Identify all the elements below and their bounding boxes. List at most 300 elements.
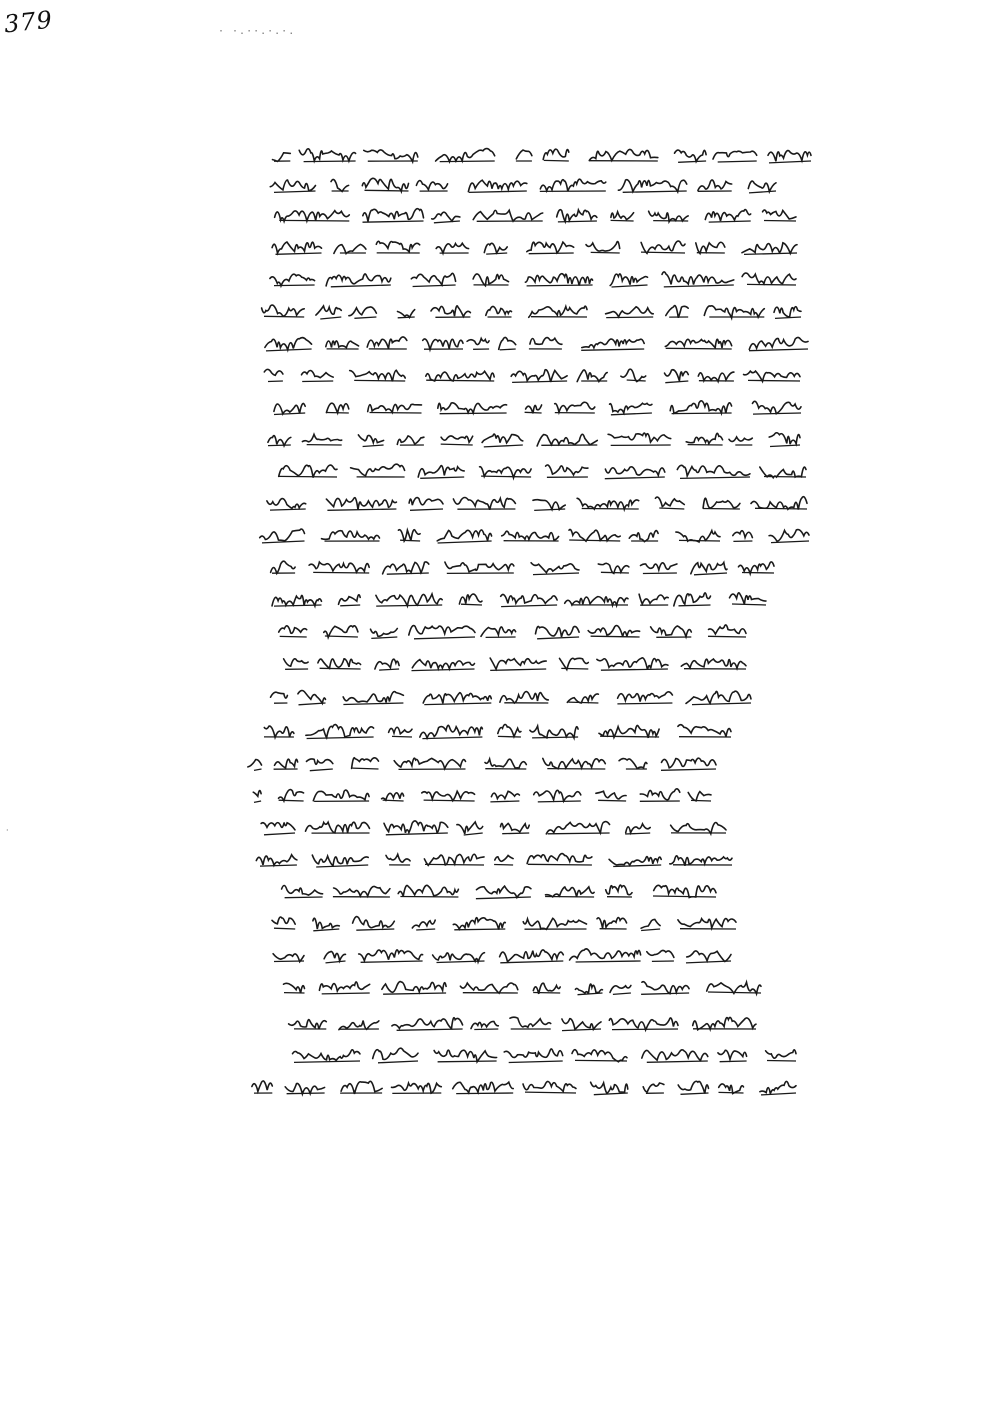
- handwritten-baseline: [270, 509, 306, 510]
- handwritten-word: [533, 500, 565, 510]
- handwritten-word: [687, 951, 731, 962]
- handwritten-baseline: [424, 800, 475, 801]
- handwritten-baseline: [464, 833, 483, 835]
- handwritten-baseline: [383, 800, 404, 801]
- handwritten-word: [569, 529, 620, 541]
- handwritten-word: [373, 1048, 418, 1059]
- handwritten-baseline: [612, 285, 648, 287]
- handwritten-word: [733, 531, 753, 538]
- handwritten-word: [693, 1017, 756, 1029]
- handwritten-word: [686, 433, 722, 443]
- handwritten-baseline: [753, 413, 801, 414]
- handwritten-word: [416, 181, 447, 190]
- handwritten-baseline: [363, 445, 384, 447]
- handwritten-word: [423, 693, 491, 704]
- handwritten-baseline: [354, 317, 376, 318]
- handwritten-baseline: [441, 444, 473, 445]
- handwritten-word: [272, 242, 321, 253]
- handwritten-word: [769, 530, 809, 542]
- handwritten-baseline: [581, 349, 644, 350]
- handwritten-word: [709, 625, 747, 634]
- handwritten-word: [484, 243, 507, 253]
- handwritten-baseline: [764, 221, 796, 222]
- handwritten-word: [586, 242, 620, 252]
- handwritten-baseline: [440, 413, 507, 414]
- handwritten-word: [306, 725, 374, 738]
- handwritten-word: [307, 759, 333, 764]
- handwritten-word: [742, 273, 796, 284]
- handwritten-word: [606, 885, 632, 895]
- handwritten-baseline: [641, 252, 685, 253]
- handwritten-word: [302, 371, 334, 378]
- handwritten-word: [270, 180, 315, 191]
- handwritten-word: [313, 918, 339, 929]
- manuscript-line: [258, 814, 728, 838]
- handwritten-word: [457, 822, 483, 834]
- handwritten-word: [491, 791, 519, 798]
- handwritten-word: [529, 306, 587, 317]
- handwritten-baseline: [412, 669, 475, 671]
- handwritten-baseline: [370, 413, 422, 414]
- handwritten-word: [339, 1021, 379, 1030]
- manuscript-line: [268, 942, 733, 966]
- handwritten-word: [331, 179, 349, 191]
- handwritten-baseline: [718, 161, 757, 162]
- handwritten-baseline: [672, 413, 732, 414]
- handwritten-baseline: [307, 737, 374, 739]
- handwritten-word: [432, 212, 460, 221]
- handwritten-baseline: [643, 573, 677, 574]
- handwritten-word: [530, 338, 562, 345]
- handwritten-word: [530, 726, 578, 738]
- handwritten-word: [642, 982, 689, 994]
- handwritten-baseline: [313, 929, 339, 931]
- handwritten-word: [424, 854, 484, 865]
- handwritten-word: [260, 529, 305, 541]
- handwritten-word: [261, 823, 295, 830]
- handwritten-word: [299, 149, 355, 161]
- handwritten-baseline: [285, 897, 323, 898]
- handwritten-baseline: [397, 1029, 463, 1030]
- handwritten-baseline: [525, 1092, 576, 1093]
- handwritten-baseline: [617, 703, 672, 704]
- handwritten-word: [272, 917, 295, 924]
- handwritten-baseline: [276, 253, 322, 254]
- handwritten-word: [575, 984, 602, 994]
- handwritten-word: [423, 339, 463, 350]
- handwritten-baseline: [461, 604, 482, 605]
- handwritten-word: [678, 1081, 708, 1093]
- handwritten-word: [666, 306, 688, 318]
- handwritten-word: [420, 725, 483, 738]
- handwritten-baseline: [340, 605, 360, 606]
- handwritten-word: [285, 1083, 324, 1094]
- handwritten-word: [665, 339, 731, 348]
- handwritten-baseline: [320, 668, 361, 669]
- handwritten-baseline: [481, 476, 531, 477]
- handwritten-word: [459, 594, 482, 604]
- manuscript-line: [268, 394, 803, 418]
- manuscript-line: [248, 782, 713, 806]
- handwritten-word: [640, 789, 680, 800]
- handwritten-baseline: [627, 380, 646, 381]
- handwritten-baseline: [719, 1092, 744, 1093]
- manuscript-line: [288, 1042, 798, 1066]
- handwritten-baseline: [316, 865, 368, 867]
- handwritten-baseline: [425, 864, 484, 865]
- handwritten-word: [471, 1021, 498, 1028]
- handwritten-word: [453, 498, 515, 510]
- manuscript-line: [260, 330, 810, 354]
- handwritten-word: [570, 949, 641, 960]
- manuscript-line: [268, 878, 718, 902]
- handwritten-word: [610, 986, 631, 993]
- handwritten-word: [453, 1082, 514, 1093]
- handwritten-word: [610, 274, 647, 286]
- handwritten-baseline: [379, 669, 399, 670]
- manuscript-line: [268, 586, 768, 610]
- handwritten-word: [597, 658, 668, 670]
- manuscript-line: [268, 458, 808, 482]
- handwritten-word: [643, 1083, 664, 1092]
- manuscript-line: [262, 426, 802, 450]
- handwritten-word: [293, 1050, 361, 1061]
- handwritten-word: [298, 690, 326, 703]
- handwritten-baseline: [594, 1093, 628, 1095]
- handwritten-word: [527, 242, 574, 253]
- handwritten-baseline: [437, 961, 485, 963]
- handwritten-baseline: [679, 605, 711, 606]
- handwritten-word: [490, 658, 546, 669]
- handwritten-word: [525, 274, 592, 286]
- handwritten-word: [678, 725, 731, 737]
- handwritten-word: [326, 403, 348, 413]
- handwritten-word: [639, 594, 668, 604]
- handwritten-word: [274, 403, 305, 413]
- handwritten-word: [523, 1081, 576, 1091]
- handwritten-baseline: [509, 1061, 563, 1063]
- handwritten-baseline: [653, 896, 716, 897]
- handwritten-word: [334, 244, 366, 253]
- handwritten-baseline: [424, 703, 491, 705]
- handwritten-baseline: [378, 1061, 418, 1063]
- handwritten-baseline: [529, 253, 574, 254]
- handwritten-word: [284, 659, 309, 666]
- handwritten-baseline: [353, 768, 379, 769]
- handwritten-baseline: [320, 317, 341, 319]
- handwritten-word: [358, 435, 383, 443]
- handwritten-word: [537, 434, 597, 446]
- handwritten-baseline: [456, 1093, 513, 1094]
- handwritten-word: [431, 306, 470, 317]
- handwritten-baseline: [534, 509, 565, 510]
- handwritten-baseline: [331, 285, 391, 287]
- handwritten-word: [334, 886, 390, 896]
- handwritten-word: [698, 180, 732, 190]
- handwritten-word: [275, 759, 298, 768]
- handwritten-word: [397, 436, 424, 445]
- handwritten-word: [641, 919, 660, 928]
- handwritten-baseline: [392, 736, 412, 737]
- handwritten-word: [606, 307, 654, 317]
- handwritten-text-block: [228, 128, 828, 1208]
- handwritten-baseline: [264, 833, 295, 835]
- handwritten-baseline: [361, 961, 423, 962]
- handwritten-word: [265, 338, 312, 350]
- handwritten-word: [386, 854, 410, 862]
- handwritten-word: [543, 149, 569, 159]
- handwritten-word: [610, 403, 652, 413]
- handwritten-word: [705, 210, 750, 221]
- handwritten-word: [766, 1050, 796, 1058]
- handwritten-word: [313, 790, 369, 801]
- handwritten-word: [527, 854, 592, 864]
- handwritten-word: [267, 499, 306, 509]
- handwritten-baseline: [414, 637, 475, 639]
- header-mark: · ·.··.·.·.: [218, 26, 296, 37]
- handwritten-baseline: [601, 572, 629, 573]
- handwritten-word: [577, 498, 639, 509]
- handwritten-baseline: [764, 477, 806, 478]
- handwritten-baseline: [266, 349, 312, 351]
- handwritten-baseline: [371, 637, 397, 638]
- handwritten-baseline: [708, 992, 761, 993]
- handwritten-baseline: [434, 221, 460, 223]
- handwritten-baseline: [376, 605, 442, 606]
- handwritten-word: [273, 153, 291, 162]
- handwritten-baseline: [591, 252, 620, 253]
- handwritten-word: [589, 149, 658, 160]
- handwritten-baseline: [611, 220, 634, 221]
- handwritten-word: [619, 759, 647, 769]
- handwritten-word: [309, 562, 369, 572]
- handwritten-word: [749, 337, 808, 349]
- handwritten-baseline: [767, 1061, 796, 1062]
- handwritten-baseline: [533, 993, 560, 994]
- handwritten-baseline: [498, 736, 521, 737]
- handwritten-word: [591, 1082, 628, 1093]
- handwritten-baseline: [299, 703, 326, 705]
- handwritten-baseline: [264, 316, 304, 317]
- handwritten-word: [271, 561, 296, 573]
- handwritten-baseline: [398, 317, 415, 318]
- handwritten-baseline: [274, 961, 304, 962]
- handwritten-baseline: [575, 1060, 627, 1061]
- handwritten-word: [398, 310, 415, 318]
- handwritten-baseline: [310, 769, 333, 771]
- handwritten-baseline: [665, 381, 688, 383]
- handwritten-word: [289, 1020, 327, 1030]
- handwritten-baseline: [548, 833, 610, 834]
- handwritten-word: [499, 337, 516, 349]
- handwritten-word: [546, 887, 595, 897]
- handwritten-baseline: [582, 509, 639, 510]
- handwritten-baseline: [692, 703, 751, 705]
- handwritten-baseline: [749, 349, 808, 351]
- handwritten-baseline: [600, 736, 659, 737]
- handwritten-word: [398, 885, 458, 896]
- handwritten-word: [394, 758, 465, 768]
- manuscript-line: [268, 142, 813, 166]
- handwritten-word: [588, 626, 639, 637]
- handwritten-word: [481, 627, 516, 636]
- manuscript-line: [268, 202, 798, 226]
- manuscript-line: [258, 298, 803, 322]
- handwritten-baseline: [279, 800, 304, 801]
- handwritten-baseline: [544, 160, 569, 161]
- handwritten-baseline: [601, 669, 668, 670]
- handwritten-baseline: [720, 1061, 747, 1062]
- handwritten-word: [398, 530, 420, 541]
- handwritten-baseline: [569, 540, 620, 541]
- handwritten-word: [441, 436, 473, 442]
- handwritten-word: [768, 151, 811, 162]
- handwritten-word: [316, 306, 341, 315]
- handwritten-word: [437, 530, 491, 541]
- handwritten-baseline: [775, 317, 801, 318]
- handwritten-word: [543, 758, 606, 768]
- handwritten-word: [302, 434, 341, 441]
- handwritten-baseline: [254, 769, 262, 770]
- handwritten-baseline: [641, 929, 660, 931]
- handwritten-baseline: [474, 1029, 498, 1030]
- handwritten-word: [523, 918, 586, 929]
- handwritten-word: [467, 339, 489, 345]
- handwritten-word: [453, 918, 505, 930]
- handwritten-word: [384, 821, 448, 833]
- handwritten-baseline: [280, 636, 307, 637]
- handwritten-word: [376, 594, 442, 606]
- handwritten-word: [618, 180, 686, 192]
- handwritten-baseline: [294, 1061, 360, 1062]
- handwritten-baseline: [413, 285, 456, 287]
- handwritten-word: [655, 497, 684, 506]
- manuscript-line: [254, 846, 734, 870]
- handwritten-word: [626, 824, 651, 833]
- handwritten-baseline: [679, 540, 720, 541]
- manuscript-line: [248, 1074, 798, 1098]
- handwritten-word: [312, 855, 368, 866]
- handwritten-word: [500, 692, 548, 704]
- handwritten-word: [753, 401, 802, 413]
- handwritten-baseline: [354, 380, 405, 381]
- handwritten-baseline: [749, 191, 776, 193]
- handwritten-baseline: [326, 961, 346, 963]
- handwritten-baseline: [537, 637, 579, 639]
- handwritten-word: [326, 341, 359, 348]
- handwritten-baseline: [501, 605, 557, 607]
- handwritten-word: [252, 1081, 272, 1091]
- handwritten-baseline: [420, 477, 464, 478]
- handwritten-word: [422, 791, 475, 801]
- manuscript-line: [268, 684, 753, 708]
- handwritten-baseline: [327, 413, 349, 414]
- handwritten-baseline: [678, 161, 706, 162]
- handwritten-word: [363, 209, 424, 222]
- handwritten-baseline: [647, 1061, 708, 1062]
- handwritten-word: [730, 593, 767, 605]
- handwritten-word: [678, 919, 736, 928]
- handwritten-baseline: [363, 221, 424, 222]
- handwritten-word: [696, 242, 725, 253]
- handwritten-baseline: [666, 348, 732, 349]
- handwritten-word: [536, 626, 580, 636]
- handwritten-word: [362, 178, 408, 191]
- manuscript-line: [288, 1010, 758, 1034]
- handwritten-baseline: [438, 541, 492, 543]
- handwritten-baseline: [287, 1093, 325, 1094]
- handwritten-word: [501, 823, 530, 832]
- handwritten-baseline: [742, 573, 774, 574]
- handwritten-baseline: [302, 381, 333, 382]
- handwritten-word: [763, 210, 796, 219]
- handwritten-word: [411, 273, 455, 285]
- handwritten-word: [504, 1049, 563, 1058]
- handwritten-word: [713, 151, 757, 159]
- handwritten-word: [510, 1017, 551, 1027]
- handwritten-baseline: [486, 253, 507, 254]
- handwritten-word: [662, 272, 734, 285]
- handwritten-word: [665, 370, 689, 381]
- handwritten-word: [769, 433, 800, 444]
- handwritten-word: [382, 793, 404, 800]
- handwritten-baseline: [659, 508, 684, 509]
- handwritten-word: [760, 1081, 796, 1093]
- handwritten-word: [686, 691, 751, 703]
- handwritten-baseline: [748, 380, 800, 381]
- handwritten-baseline: [561, 668, 588, 669]
- handwritten-word: [412, 920, 435, 928]
- handwritten-baseline: [612, 1029, 678, 1030]
- handwritten-word: [555, 402, 595, 412]
- manuscript-line: [268, 910, 738, 934]
- handwritten-word: [647, 950, 674, 957]
- handwritten-baseline: [484, 445, 523, 447]
- handwritten-baseline: [558, 221, 597, 222]
- handwritten-word: [264, 369, 283, 375]
- handwritten-word: [253, 791, 261, 797]
- handwritten-baseline: [410, 509, 443, 510]
- handwritten-baseline: [325, 636, 358, 637]
- handwritten-word: [339, 595, 361, 605]
- handwritten-baseline: [422, 737, 482, 739]
- handwritten-word: [629, 531, 658, 542]
- handwritten-baseline: [732, 604, 766, 605]
- handwritten-baseline: [440, 161, 495, 162]
- handwritten-baseline: [694, 573, 727, 575]
- margin-speck: ·: [6, 826, 9, 835]
- handwritten-word: [609, 857, 661, 866]
- handwritten-word: [718, 1050, 747, 1059]
- handwritten-baseline: [703, 509, 740, 510]
- handwritten-baseline: [532, 737, 578, 738]
- handwritten-baseline: [313, 572, 369, 573]
- handwritten-word: [500, 950, 564, 962]
- manuscript-line: [264, 490, 809, 514]
- handwritten-baseline: [500, 961, 563, 963]
- handwritten-word: [688, 792, 711, 801]
- page-number: 379: [2, 5, 55, 39]
- handwritten-baseline: [664, 285, 734, 287]
- handwritten-word: [618, 692, 673, 702]
- handwritten-baseline: [260, 865, 297, 866]
- handwritten-word: [433, 953, 485, 962]
- handwritten-baseline: [490, 801, 519, 802]
- handwritten-baseline: [611, 413, 652, 415]
- handwritten-word: [495, 856, 513, 862]
- handwritten-baseline: [502, 833, 529, 834]
- handwritten-baseline: [365, 190, 409, 191]
